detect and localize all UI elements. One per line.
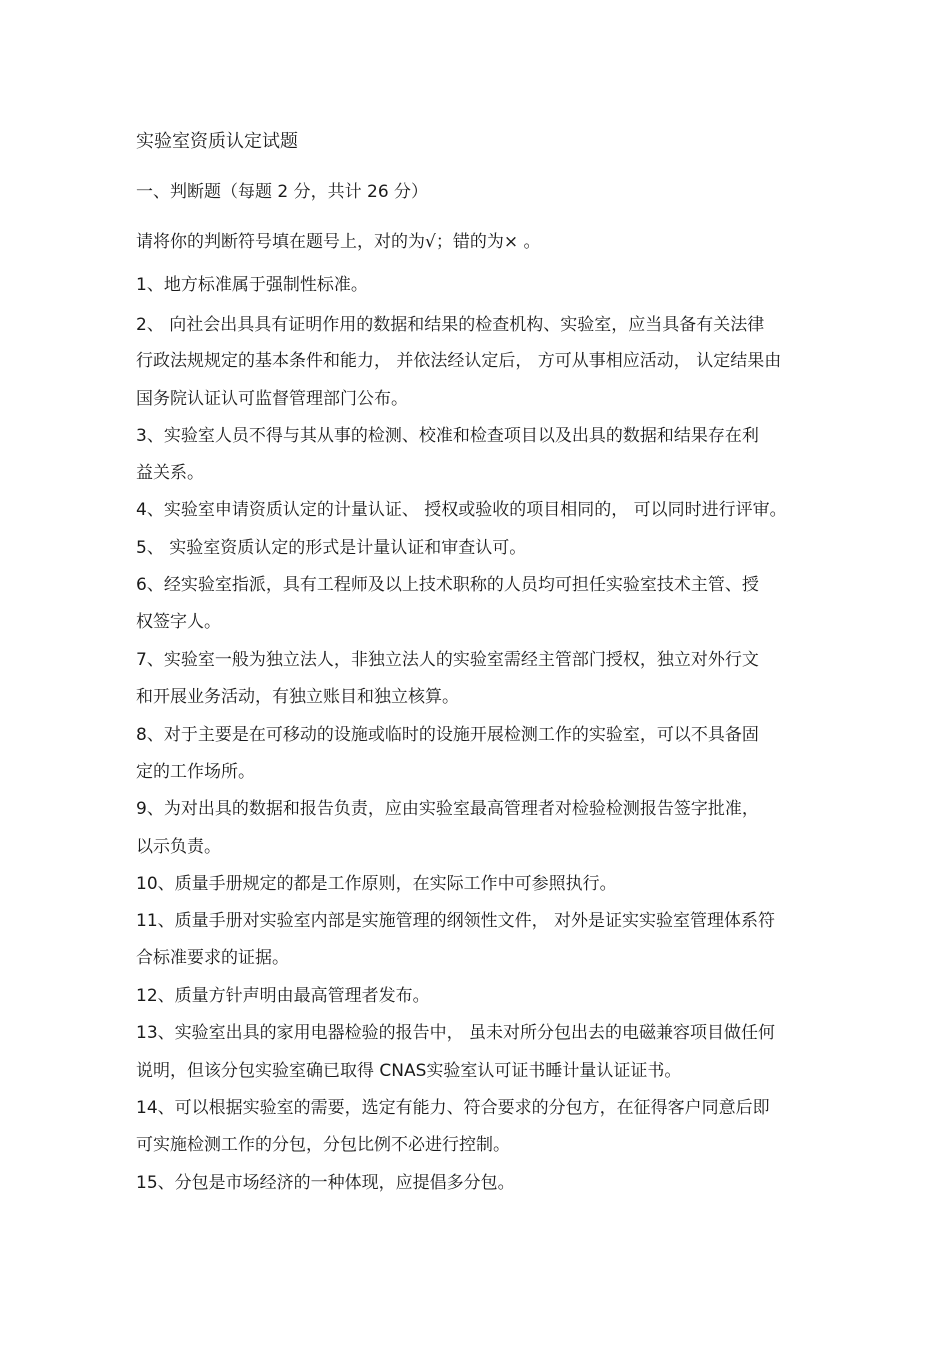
question-9-line-2: 以示负责。 (136, 837, 221, 857)
question-9-line-1: 9、为对出具的数据和报告负责，应由实验室最高管理者对检验检测报告签字批准， (136, 799, 759, 819)
question-12: 12、质量方针声明由最高管理者发布。 (136, 986, 430, 1006)
question-2-line-3: 国务院认证认可监督管理部门公布。 (136, 389, 408, 409)
question-8-line-2: 定的工作场所。 (136, 762, 255, 782)
question-1: 1、地方标准属于强制性标准。 (136, 275, 368, 295)
question-11-line-2: 合标准要求的证据。 (136, 948, 289, 968)
question-4: 4、实验室申请资质认定的计量认证、 授权或验收的项目相同的， 可以同时进行评审。 (136, 500, 787, 520)
question-5: 5、 实验室资质认定的形式是计量认证和审查认可。 (136, 538, 527, 558)
question-3-line-2: 益关系。 (136, 463, 204, 483)
question-14-line-1: 14、可以根据实验室的需要，选定有能力、符合要求的分包方，在征得客户同意后即 (136, 1098, 770, 1118)
question-11-line-1: 11、质量手册对实验室内部是实施管理的纲领性文件， 对外是证实实验室管理体系符 (136, 911, 776, 931)
instructions: 请将你的判断符号填在题号上，对的为√；错的为× 。 (136, 232, 541, 252)
question-6-line-1: 6、经实验室指派，具有工程师及以上技术职称的人员均可担任实验室技术主管、授 (136, 575, 759, 595)
question-13-line-1: 13、实验室出具的家用电器检验的报告中， 虽未对所分包出去的电磁兼容项目做任何 (136, 1023, 776, 1043)
document-title: 实验室资质认定试题 (136, 131, 298, 152)
question-7-line-2: 和开展业务活动，有独立账目和独立核算。 (136, 687, 459, 707)
question-7-line-1: 7、实验室一般为独立法人，非独立法人的实验室需经主管部门授权，独立对外行文 (136, 650, 759, 670)
question-10: 10、质量手册规定的都是工作原则，在实际工作中可参照执行。 (136, 874, 617, 894)
question-2-line-1: 2、 向社会出具具有证明作用的数据和结果的检查机构、实验室，应当具备有关法律 (136, 315, 765, 335)
question-8-line-1: 8、对于主要是在可移动的设施或临时的设施开展检测工作的实验室，可以不具备固 (136, 725, 759, 745)
question-15: 15、分包是市场经济的一种体现，应提倡多分包。 (136, 1173, 515, 1193)
question-14-line-2: 可实施检测工作的分包，分包比例不必进行控制。 (136, 1135, 510, 1155)
question-2-line-2: 行政法规规定的基本条件和能力， 并依法经认定后， 方可从事相应活动， 认定结果由 (136, 351, 782, 371)
question-3-line-1: 3、实验室人员不得与其从事的检测、校准和检查项目以及出具的数据和结果存在利 (136, 426, 759, 446)
section-heading: 一、判断题（每题 2 分，共计 26 分） (136, 182, 429, 202)
question-6-line-2: 权签字人。 (136, 612, 221, 632)
question-13-line-2: 说明，但该分包实验室确已取得 CNAS实验室认可证书睡计量认证证书。 (136, 1061, 682, 1081)
